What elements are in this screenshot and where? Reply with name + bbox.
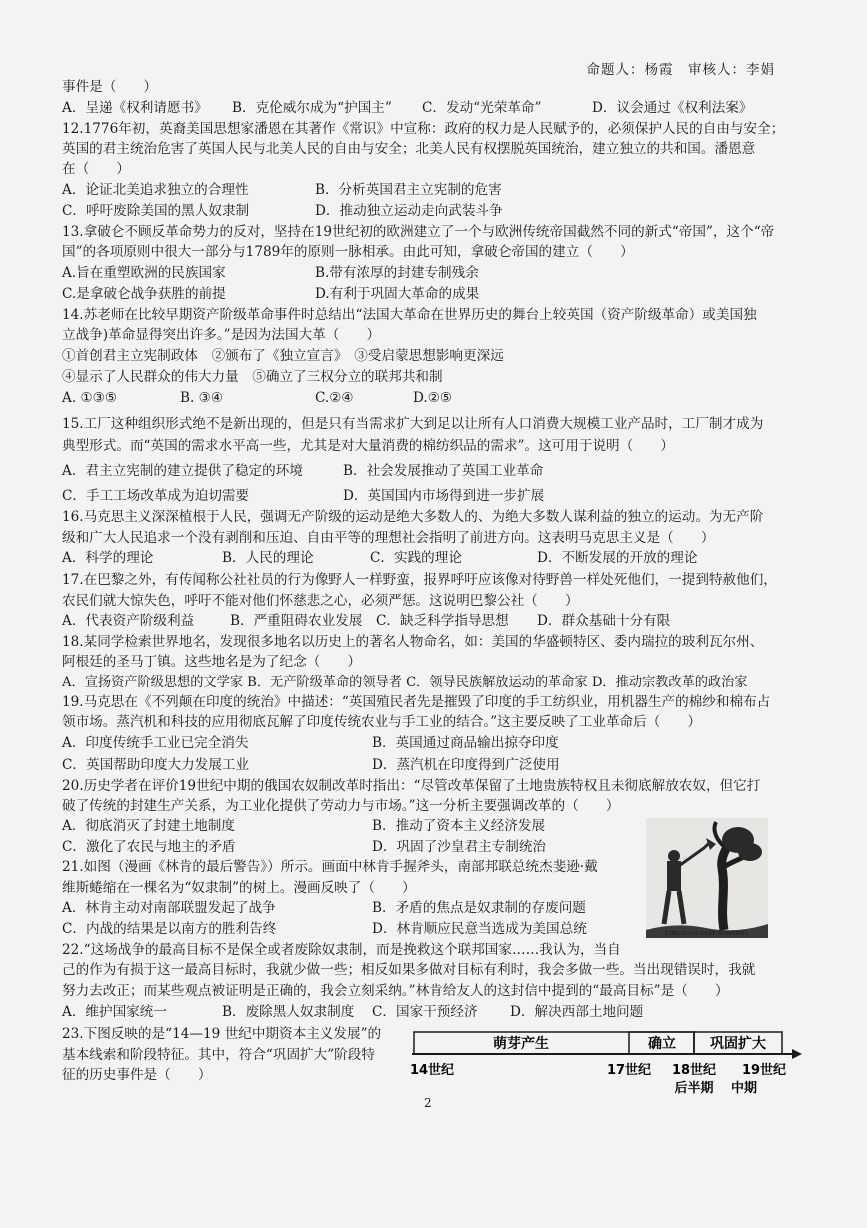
q19-option-a: A．印度传统手工业已完全消失 <box>62 735 249 751</box>
q18-options: A．宣扬资产阶级思想的文学家 B．无产阶级革命的领导者 C．领导民族解放运动的革命家 D．推动宗教改革的政治家 <box>62 675 748 690</box>
q12-option-c: C．呼吁废除美国的黑人奴隶制 <box>62 203 250 219</box>
q14-statements-1: ①首创君主立宪制政体 ②颁布了《独立宣言》 ③受启蒙思想影响更深远 <box>62 348 504 364</box>
q15-option-b: B．社会发展推动了英国工业革命 <box>343 463 544 479</box>
q13-option-d: D.有利于巩固大革命的成果 <box>315 286 480 302</box>
stage-label-consolidate: 巩固扩大 <box>710 1036 766 1052</box>
q20-option-c: C．激化了农民与地主的矛盾 <box>62 839 236 855</box>
q16-option-a: A．科学的理论 <box>62 550 154 566</box>
q12-line2: 英国的君主统治危害了英国人民与北美人民的自由与安全；北美人民有权摆脱英国统治，建立独立的共和国。潘恩意 <box>62 141 756 157</box>
q14-option-b: B. ③④ <box>180 390 224 406</box>
q22-option-b: B．废除黑人奴隶制度 <box>222 1004 355 1020</box>
q14-line1: 14.苏老师在比较早期资产阶级革命事件时总结出“法国大革命在世界历史的舞台上较英国（资产阶级革命）或美国独 <box>62 307 757 323</box>
q12-line3: 在（ ） <box>62 161 130 177</box>
time-label-19c: 19世纪 <box>741 1063 787 1078</box>
q21-line2: 维斯蜷缩在一棵名为“奴隶制”的树上。漫画反映了（ ） <box>62 880 416 896</box>
q14-statements-2: ④显示了人民群众的伟大力量 ⑤确立了三权分立的联邦共和制 <box>62 369 443 385</box>
q15-line2: 典型形式。而“英国的需求水平高一些，尤其是对大量消费的棉纺织品的需求”。这可用于说明（ ） <box>62 438 675 454</box>
q20-line2: 破了传统的封建生产关系，为工业化提供了劳动力与市场。”这一分析主要强调改革的（ ） <box>62 798 620 814</box>
q17-option-b: B．严重阻碍农业发展 <box>230 613 363 629</box>
q13-line2: 国”的各项原则中很大一部分与1789年的原则一脉相承。由此可知，拿破仑帝国的建立（ ） <box>62 244 634 260</box>
page-number: 2 <box>424 1096 432 1110</box>
timeline-arrow <box>792 1049 802 1059</box>
q21-option-a: A．林肯主动对南部联盟发起了战争 <box>62 900 276 916</box>
q19-option-c: C．英国帮助印度大力发展工业 <box>62 757 250 773</box>
q23-line1: 23.下图反映的是“14—19 世纪中期资本主义发展”的 <box>62 1026 382 1042</box>
q20-line1: 20.历史学者在评价19世纪中期的俄国农奴制改革时指出：“尽管改革保留了土地贵族特权且未彻底解放农奴，但它打 <box>62 778 761 794</box>
q15-option-c: C．手工工场改革成为迫切需要 <box>62 488 250 504</box>
q11-option-a: A．呈递《权利请愿书》 <box>62 100 208 116</box>
capitalism-timeline-diagram <box>408 1030 803 1100</box>
q16-line2: 级和广大人民追求一个没有剥削和压迫、自由平等的理想社会指明了前进方向。这表明马克思主义是（ ） <box>62 530 715 546</box>
q16-option-d: D．不断发展的开放的理论 <box>537 550 698 566</box>
q20-option-d: D．巩固了沙皇君主专制统治 <box>372 839 547 855</box>
time-label-18c: 18世纪 <box>671 1063 717 1078</box>
q14-option-c: C.②④ <box>315 390 354 406</box>
q19-option-d: D．蒸汽机在印度得到广泛使用 <box>372 757 560 773</box>
q22-line2: 己的作为有损于这一最高目标时，我就少做一些；相反如果多做对目标有利时，我会多做一些。当出现错误时，我就 <box>62 962 756 978</box>
q20-option-b: B．推动了资本主义经济发展 <box>372 818 546 834</box>
q11-option-b: B．克伦威尔成为“护国主” <box>232 100 392 116</box>
time-label-mid: 中期 <box>730 1081 758 1096</box>
q14-line2: 立战争)革命显得突出许多。”是因为法国大革（ ） <box>62 327 381 343</box>
q21-line1: 21.如图（漫画《林肯的最后警告》）所示。画面中林肯手握斧头，南部邦联总统杰斐逊·戴 <box>62 859 598 875</box>
q19-line2: 领市场。蒸汽机和科技的应用彻底瓦解了印度传统农业与手工业的结合。”这主要反映了工业革命后（ ） <box>62 714 702 730</box>
q20-option-a: A．彻底消灭了封建土地制度 <box>62 818 235 834</box>
time-label-17c: 17世纪 <box>606 1063 652 1078</box>
q12-option-d: D．推动独立运动走向武装斗争 <box>315 203 503 219</box>
q17-line2: 农民们就大惊失色，呼吁不能对他们怀慈悲之心，必须严惩。这说明巴黎公社（ ） <box>62 593 579 609</box>
stage-label-establish: 确立 <box>648 1036 676 1052</box>
q17-option-d: D．群众基础十分有限 <box>537 613 671 629</box>
q13-option-c: C.是拿破仑战争获胜的前提 <box>62 286 226 302</box>
q22-option-c: C．国家干预经济 <box>372 1004 478 1020</box>
lincoln-cartoon-image <box>646 818 768 938</box>
q16-option-c: C．实践的理论 <box>370 550 462 566</box>
cartoon-caption: LINCOLN'S LAST WARNING. <box>665 931 749 937</box>
q14-option-d: D.②⑤ <box>413 390 453 406</box>
q15-option-a: A．君主立宪制的建立提供了稳定的环境 <box>62 463 303 479</box>
q19-option-b: B．英国通过商品输出掠夺印度 <box>372 735 559 751</box>
q21-option-d: D．林肯顺应民意当选成为美国总统 <box>372 921 587 937</box>
q11-option-d: D．议会通过《权利法案》 <box>592 100 753 116</box>
q17-option-c: C．缺乏科学指导思想 <box>376 613 509 629</box>
q13-line1: 13.拿破仑不顾反革命势力的反对，坚持在19世纪初的欧洲建立了一个与欧洲传统帝国截然不同的新式“帝国”，这个“帝 <box>62 224 775 240</box>
q19-line1: 19.马克思在《不列颠在印度的统治》中描述：“英国殖民者先是摧毁了印度的手工纺织业，用机器生产的棉纱和棉布占 <box>62 694 771 710</box>
q22-line1: 22.“这场战争的最高目标不是保全或者废除奴隶制，而是挽救这个联邦国家……我认为，当自 <box>62 942 621 958</box>
q12-line1: 12.1776年初，英裔美国思想家潘恩在其著作《常识》中宣称：政府的权力是人民赋予的，必须保护人民的自由与安全； <box>62 121 785 137</box>
q16-option-b: B．人民的理论 <box>222 550 314 566</box>
q15-option-d: D．英国国内市场得到进一步扩展 <box>343 488 545 504</box>
q17-line1: 17.在巴黎之外，有传闻称公社社员的行为像野人一样野蛮，报界呼吁应该像对待野兽一样处死他们，一提到特赦他们， <box>62 572 777 588</box>
q18-line1: 18.某同学检索世界地名，发现很多地名以历史上的著名人物命名，如：美国的华盛顿特区、委内瑞拉的玻利瓦尔州、 <box>62 634 764 650</box>
time-label-14c: 14世纪 <box>409 1063 455 1078</box>
q21-option-b: B．矛盾的焦点是奴隶制的存废问题 <box>372 900 586 916</box>
q11-stem: 事件是（ ） <box>62 79 158 95</box>
q22-option-d: D．解决西部土地问题 <box>510 1004 644 1020</box>
q15-line1: 15.工厂这种组织形式绝不是新出现的，但是只有当需求扩大到足以让所有人口消费大规模工业产品时，工厂制才成为 <box>62 416 764 432</box>
stage-label-sprout: 萌芽产生 <box>493 1036 549 1052</box>
q22-option-a: A．维护国家统一 <box>62 1004 167 1020</box>
q23-line3: 征的历史事件是（ ） <box>62 1067 212 1083</box>
q13-option-a: A.旨在重塑欧洲的民族国家 <box>62 265 226 281</box>
q17-option-a: A．代表资产阶级利益 <box>62 613 195 629</box>
q18-line2: 阿根廷的圣马丁镇。这些地名是为了纪念（ ） <box>62 654 362 670</box>
q23-line2: 基本线索和阶段特征。其中，符合“巩固扩大”阶段特 <box>62 1047 375 1063</box>
q13-option-b: B.带有浓厚的封建专制残余 <box>315 265 479 281</box>
q14-option-a: A. ①③⑤ <box>62 390 118 406</box>
q22-line3: 努力去改正；而某些观点被证明是正确的，我会立刻采纳。”林肯给友人的这封信中提到的“最高目标”是（ ） <box>62 983 729 999</box>
q11-option-c: C．发动“光荣革命” <box>422 100 542 116</box>
q12-option-a: A．论证北美追求独立的合理性 <box>62 182 249 198</box>
q16-line1: 16.马克思主义深深植根于人民，强调无产阶级的运动是绝大多数人的、为绝大多数人谋利益的独立的运动。为无产阶 <box>62 509 764 525</box>
author-reviewer: 命题人：杨霞 审核人：李娟 <box>586 62 775 78</box>
q12-option-b: B．分析英国君主立宪制的危害 <box>315 182 502 198</box>
time-label-late-half: 后半期 <box>674 1081 714 1096</box>
q21-option-c: C．内战的结果是以南方的胜利告终 <box>62 921 277 937</box>
